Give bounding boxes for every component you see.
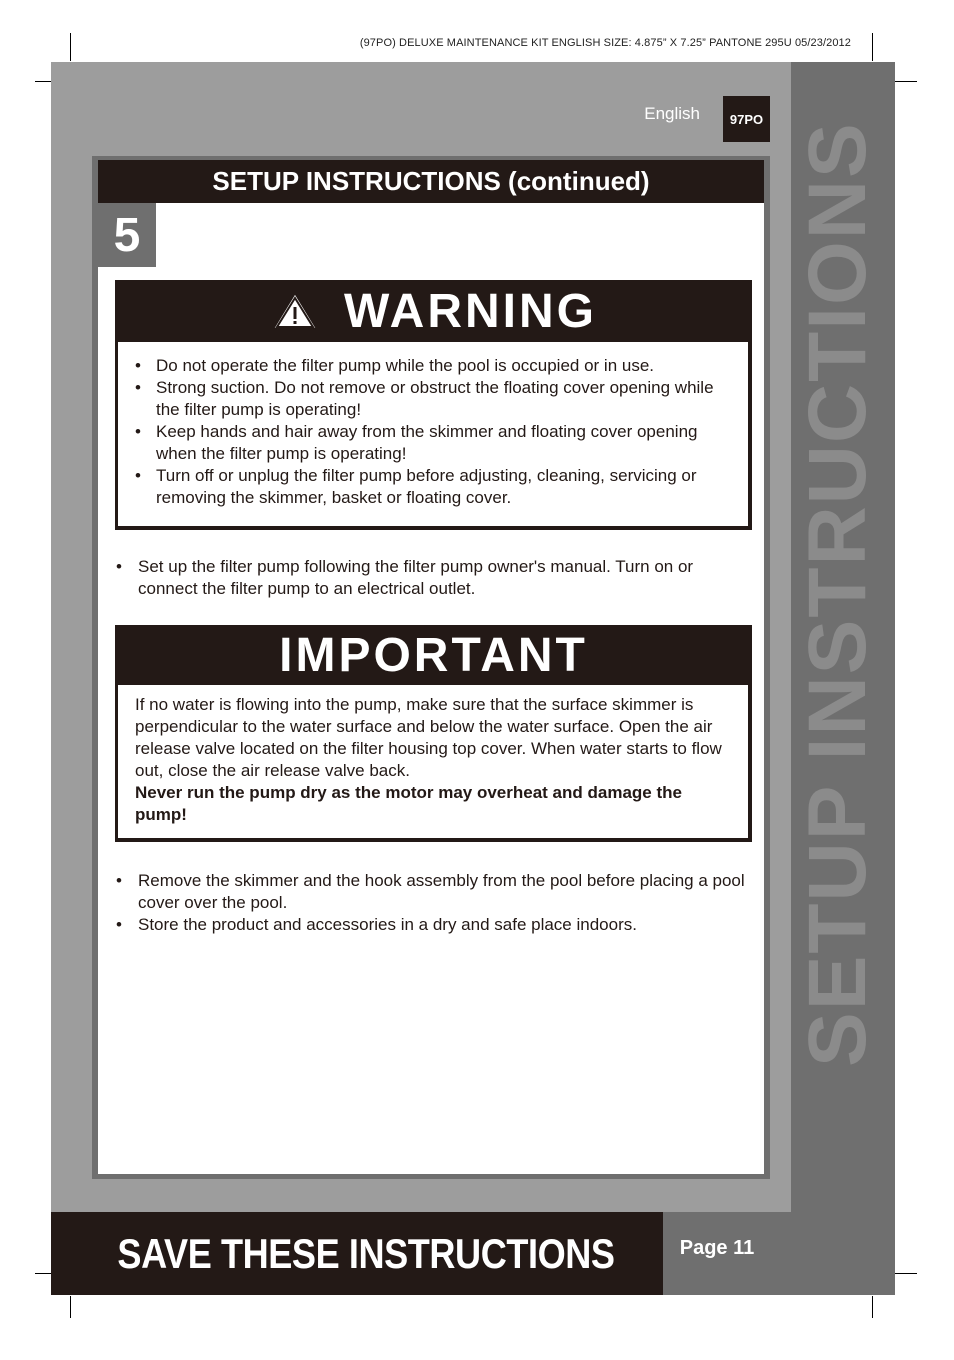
important-bold-text: Never run the pump dry as the motor may overheat and damage the pump! bbox=[135, 783, 682, 824]
crop-mark bbox=[872, 1296, 873, 1318]
warning-header bbox=[115, 280, 752, 342]
print-meta: (97PO) DELUXE MAINTENANCE KIT ENGLISH SIZE: 4.875” X 7.25” PANTONE 295U 05/23/2012 bbox=[359, 37, 851, 49]
list-item: • Remove the skimmer and the hook assembly from the pool before placing a pool cover over the pool. bbox=[116, 870, 756, 914]
setup-list bbox=[116, 556, 756, 600]
store-list bbox=[116, 870, 756, 936]
list-item: • Keep hands and hair away from the skimmer and floating cover opening when the filter pump is operating! bbox=[135, 421, 735, 465]
step-number: 5 bbox=[98, 203, 156, 267]
important-title: IMPORTANT bbox=[279, 628, 588, 682]
footer-title: SAVE THESE INSTRUCTIONS bbox=[117, 1229, 615, 1277]
side-strip bbox=[791, 62, 895, 1295]
list-item: • Strong suction. Do not remove or obstruct the floating cover opening while the filter pump is operating! bbox=[135, 377, 735, 421]
crop-mark bbox=[872, 33, 873, 61]
page-number: Page 11 bbox=[679, 1236, 755, 1259]
language-label: English bbox=[644, 104, 700, 123]
warning-title: WARNING bbox=[344, 284, 597, 338]
crop-mark bbox=[893, 81, 917, 82]
important-text: If no water is flowing into the pump, make sure that the surface skimmer is perpendicular to the water surface and below the water surface. Open the air release valve located on the filter housing top cover. When water starts to flow out, close the air release valve back. bbox=[135, 695, 722, 780]
warning-triangle-icon bbox=[270, 290, 320, 332]
warning-list bbox=[135, 355, 735, 509]
important-text-block bbox=[135, 694, 738, 826]
list-item: • Turn off or unplug the filter pump before adjusting, cleaning, servicing or removing the skimmer, basket or floating cover. bbox=[135, 465, 735, 509]
section-title: SETUP INSTRUCTIONS (continued) bbox=[98, 160, 764, 203]
crop-mark bbox=[893, 1273, 917, 1274]
crop-mark bbox=[70, 1296, 71, 1318]
side-title: SETUP INSTRUCTIONS bbox=[792, 121, 883, 1067]
model-code-badge: 97PO bbox=[723, 96, 770, 142]
list-item: • Store the product and accessories in a dry and safe place indoors. bbox=[116, 914, 756, 936]
list-item: • Set up the filter pump following the filter pump owner's manual. Turn on or connect the filter pump to an electrical outlet. bbox=[116, 556, 756, 600]
list-item: • Do not operate the filter pump while the pool is occupied or in use. bbox=[135, 355, 735, 377]
